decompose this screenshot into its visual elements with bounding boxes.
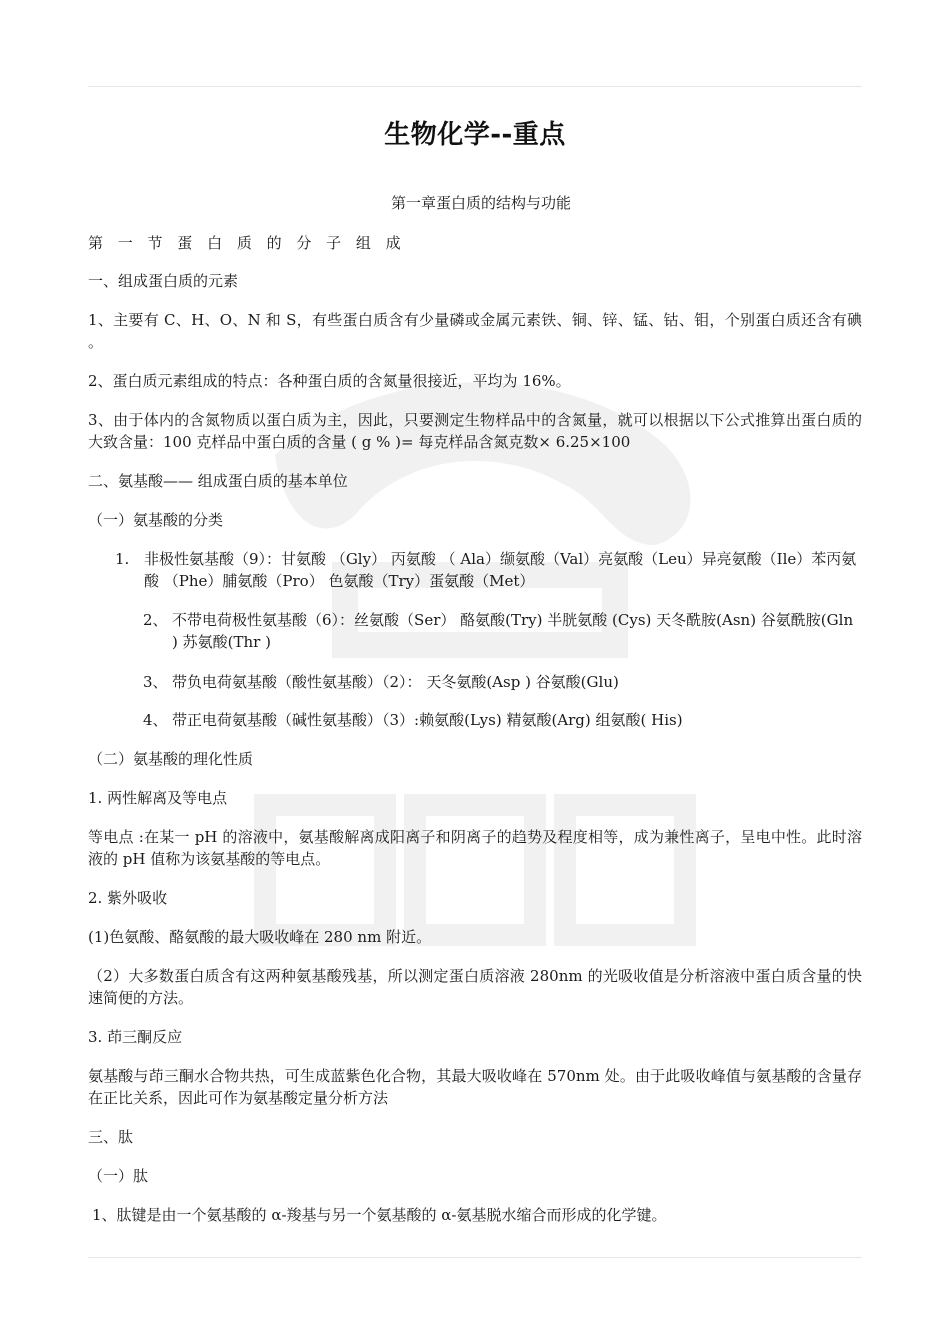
list-item: [115, 548, 862, 592]
list-item-number: 3、: [143, 673, 168, 691]
paragraph-elements-3: 3、由于体内的含氮物质以蛋白质为主，因此，只要测定生物样品中的含氮量，就可以根据以下公式推算出蛋白质的大致含量：100 克样品中蛋白质的含量 ( g % )= 每克样品含氮克数× 6.25×100: [88, 411, 862, 451]
heading-isoelectric: 1. 两性解离及等电点: [88, 789, 228, 807]
heading-properties: （二）氨基酸的理化性质: [88, 750, 254, 768]
heading-uv: 2. 紫外吸收: [88, 889, 168, 907]
heading-ninhydrin: 3. 茚三酮反应: [88, 1028, 183, 1046]
list-item-number: 2、: [143, 611, 168, 629]
list-item-text: 带负电荷氨基酸（酸性氨基酸）（2）： 天冬氨酸(Asp ) 谷氨酸(Glu): [172, 673, 619, 691]
document-title: 生物化学--重点: [384, 120, 566, 150]
paragraph-ninhydrin: 氨基酸与茚三酮水合物共热，可生成蓝紫色化合物，其最大吸收峰在 570nm 处。由于此吸收峰值与氨基酸的含量存在正比关系，因此可作为氨基酸定量分析方法: [88, 1067, 862, 1107]
list-item-text: 不带电荷极性氨基酸（6）：丝氨酸（Ser） 酪氨酸(Try) 半胱氨酸 (Cys) 天冬酰胺(Asn) 谷氨酰胺(Gln ) 苏氨酸(Thr ): [172, 611, 854, 651]
heading-elements: 一、组成蛋白质的元素: [88, 272, 239, 290]
bottom-divider: [88, 1257, 862, 1258]
chapter-heading: 第一章蛋白质的结构与功能: [390, 194, 571, 212]
list-item: [143, 609, 862, 653]
list-item-text: 带正电荷氨基酸（碱性氨基酸）（3）:赖氨酸(Lys) 精氨酸(Arg) 组氨酸( His): [172, 711, 683, 729]
heading-amino-acid: 二、氨基酸—— 组成蛋白质的基本单位: [88, 472, 348, 490]
paragraph-elements-2: 2、蛋白质元素组成的特点：各种蛋白质的含氮量很接近，平均为 16%。: [88, 372, 571, 390]
top-divider: [88, 86, 862, 87]
heading-peptide-sub: （一）肽: [88, 1167, 149, 1185]
paragraph-uv-1: (1)色氨酸、酪氨酸的最大吸收峰在 280 nm 附近。: [88, 928, 432, 946]
list-item: [143, 671, 862, 693]
list-item-text: 非极性氨基酸（9）：甘氨酸 （Gly） 丙氨酸 （ Ala）缬氨酸（Val）亮氨酸（Leu）异亮氨酸（Ile）苯丙氨酸 （Phe）脯氨酸（Pro） 色氨酸（Try）蛋氨酸（Met）: [144, 550, 857, 590]
paragraph-isoelectric: 等电点 :在某一 pH 的溶液中，氨基酸解离成阳离子和阴离子的趋势及程度相等，成为兼性离子，呈电中性。此时溶液的 pH 值称为该氨基酸的等电点。: [88, 828, 862, 868]
paragraph-uv-2: （2）大多数蛋白质含有这两种氨基酸残基，所以测定蛋白质溶液 280nm 的光吸收值是分析溶液中蛋白质含量的快速简便的方法。: [88, 967, 862, 1007]
list-item: [143, 709, 862, 731]
paragraph-peptide: 1、肽键是由一个氨基酸的 α-羧基与另一个氨基酸的 α-氨基脱水缩合而形成的化学键。: [92, 1206, 667, 1224]
heading-peptide: 三、肽: [88, 1128, 134, 1146]
list-item-number: 1.: [115, 550, 130, 568]
list-item-number: 4、: [143, 711, 168, 729]
heading-classification: （一）氨基酸的分类: [88, 511, 224, 529]
section-heading: 第 一 节 蛋 白 质 的 分 子 组 成: [88, 234, 406, 252]
paragraph-elements-1: 1、主要有 C、H、O、N 和 S，有些蛋白质含有少量磷或金属元素铁、铜、锌、锰、钴、钼，个别蛋白质还含有碘 。: [88, 311, 862, 351]
